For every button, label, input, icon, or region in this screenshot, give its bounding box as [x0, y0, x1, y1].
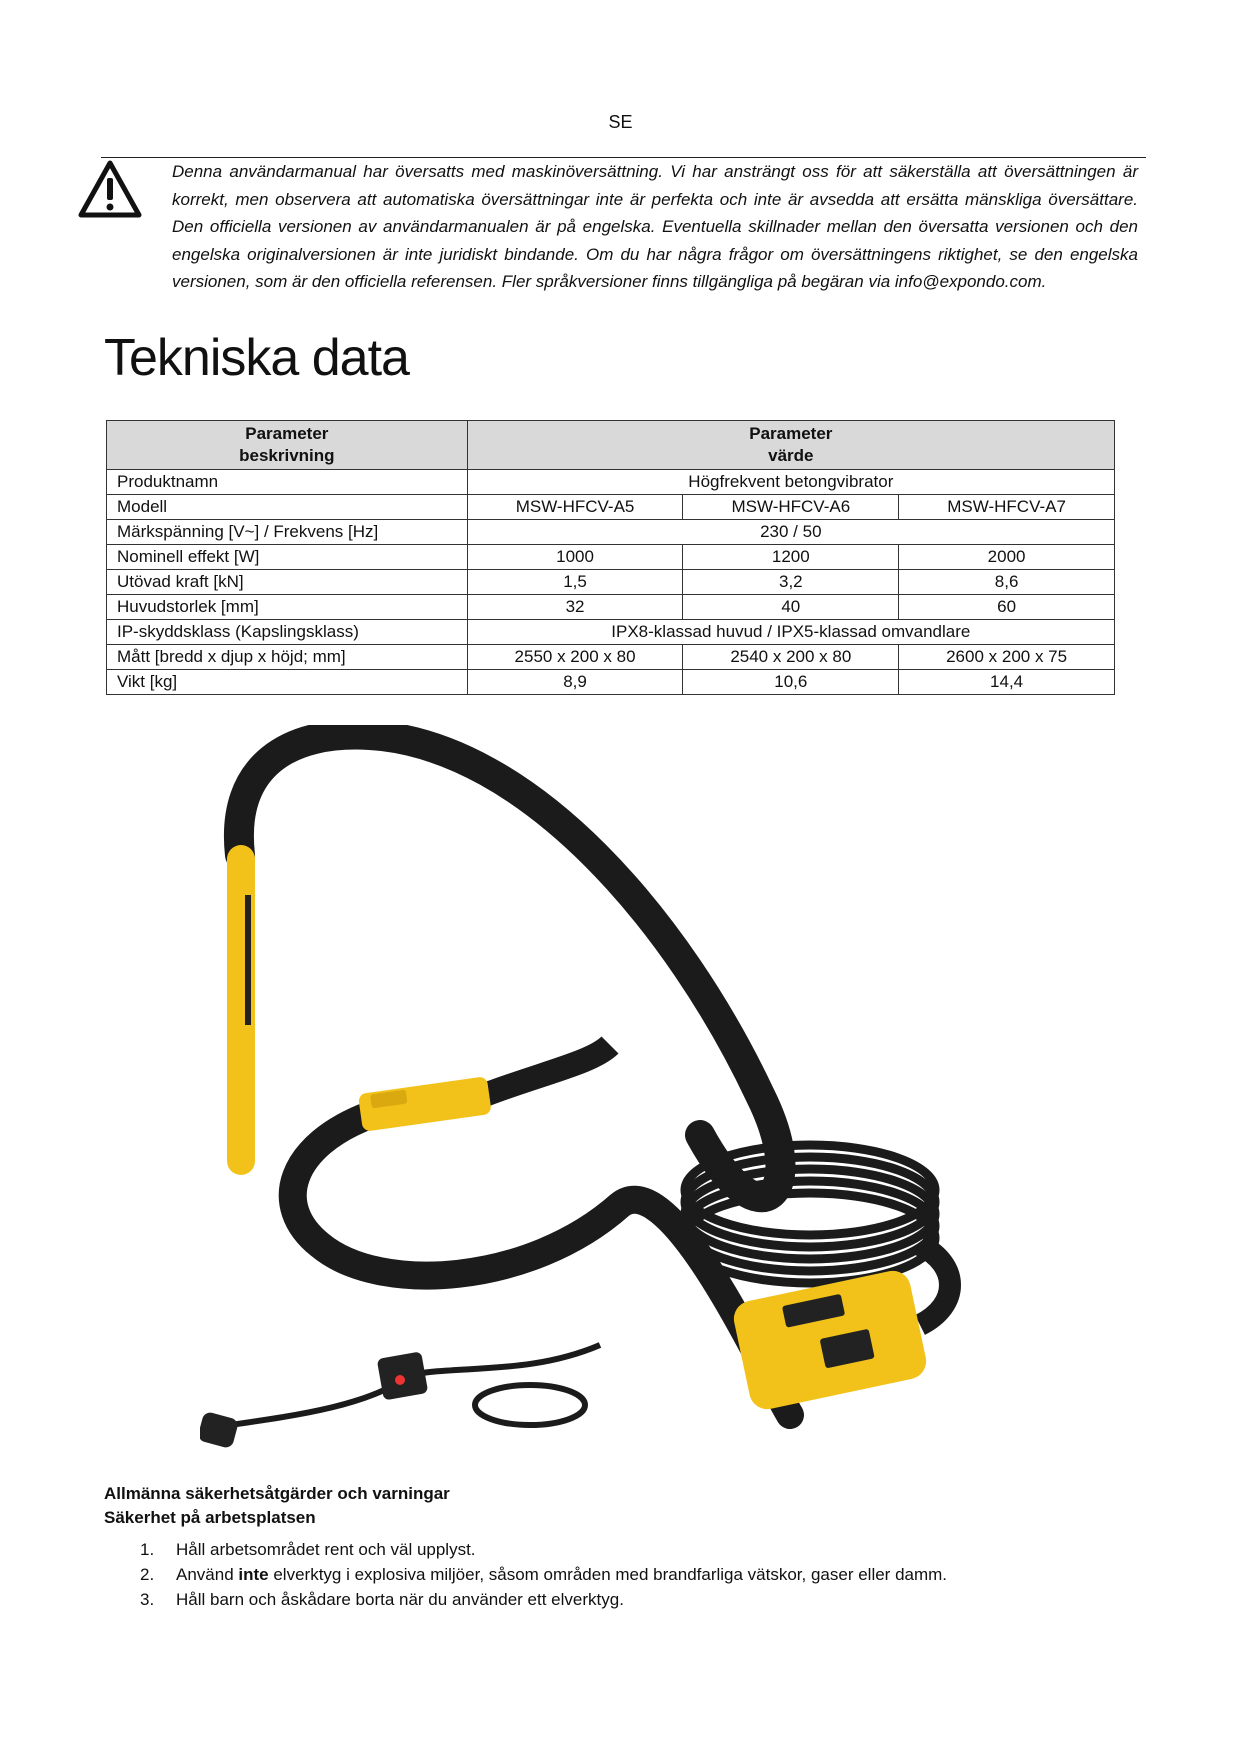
concrete-vibrator-product-image	[200, 725, 1100, 1485]
safety-heading: Allmänna säkerhetsåtgärder och varningar	[104, 1484, 450, 1503]
row-value-a5: 32	[467, 595, 683, 620]
table-row	[107, 620, 1115, 645]
table-row	[107, 520, 1115, 545]
table-row	[107, 545, 1115, 570]
row-label: Märkspänning [V~] / Frekvens [Hz]	[107, 520, 468, 545]
header-value: Parameter värde	[467, 421, 1114, 470]
notice-line: mellan den översatta versionen och den engelska originalversionen är inte juridiskt bindande. Om du har några frågor	[172, 217, 1139, 264]
notice-line: Denna användarmanual har översatts med maskinöversättning. Vi har ansträngt oss för att säkerställa att	[172, 162, 997, 181]
list-item: 2. Använd inte elverktyg i explosiva miljöer, såsom områden med brandfarliga vätskor, gaser eller damm.	[140, 1565, 948, 1584]
plug	[200, 1411, 239, 1449]
list-item: 3. Håll barn och åskådare borta när du använder ett elverktyg.	[140, 1590, 624, 1609]
table-row	[107, 470, 1115, 495]
row-label: Utövad kraft [kN]	[107, 570, 468, 595]
coiled-cable	[685, 1145, 935, 1283]
table-row	[107, 645, 1115, 670]
row-label: Mått [bredd x djup x höjd; mm]	[107, 645, 468, 670]
table-row	[107, 495, 1115, 520]
language-code: SE	[608, 112, 633, 132]
row-value-a6: 40	[683, 595, 899, 620]
row-label: IP-skyddsklass (Kapslingsklass)	[107, 620, 468, 645]
row-value-a7: 60	[899, 595, 1115, 620]
notice-line: om översättningens riktighet, se den engelska versionen, som är den officiella referensen. Fler språkversioner finns	[172, 244, 1138, 292]
row-value-a7: 2600 x 200 x 75	[899, 645, 1115, 670]
page-title: Tekniska data	[104, 329, 409, 387]
row-value-a7: MSW-HFCV-A7	[899, 495, 1115, 520]
row-value-a6: 10,6	[683, 670, 899, 695]
row-value-a6: 1200	[683, 545, 899, 570]
row-label: Huvudstorlek [mm]	[107, 595, 468, 620]
row-value-a6: 3,2	[683, 570, 899, 595]
row-label: Produktnamn	[107, 470, 468, 495]
warning-triangle-icon	[78, 160, 142, 218]
row-value-a5: 1000	[467, 545, 683, 570]
row-label: Modell	[107, 495, 468, 520]
row-value-a5: MSW-HFCV-A5	[467, 495, 683, 520]
notice-line: tillgängliga på begäran via info@expondo.com.	[692, 272, 1047, 292]
header-parameter: Parameter beskrivning	[107, 421, 468, 470]
notice-line: översättningen är korrekt, men observera att automatiska översättningar inte är perfekta och inte är avsedda att	[172, 162, 1138, 209]
translation-notice	[172, 158, 1138, 296]
table-header-row	[107, 421, 1115, 470]
safety-list	[140, 1537, 947, 1612]
row-value: 230 / 50	[467, 520, 1114, 545]
table-row	[107, 570, 1115, 595]
spec-table	[106, 420, 1115, 695]
row-value-a5: 2550 x 200 x 80	[467, 645, 683, 670]
table-row	[107, 595, 1115, 620]
row-value-a7: 14,4	[899, 670, 1115, 695]
row-value-a7: 8,6	[899, 570, 1115, 595]
safety-subheading: Säkerhet på arbetsplatsen	[104, 1508, 316, 1527]
row-value-a7: 2000	[899, 545, 1115, 570]
row-label: Nominell effekt [W]	[107, 545, 468, 570]
row-value-a5: 8,9	[467, 670, 683, 695]
list-item: 1. Håll arbetsområdet rent och väl upplyst.	[140, 1540, 476, 1559]
row-value: Högfrekvent betongvibrator	[467, 470, 1114, 495]
row-value: IPX8-klassad huvud / IPX5-klassad omvandlare	[467, 620, 1114, 645]
row-label: Vikt [kg]	[107, 670, 468, 695]
notice-line: ersätta mänskliga översättare. Den officiella versionen av användarmanualen är på engelska. Eventuella skillnader	[172, 189, 1139, 237]
row-value-a6: 2540 x 200 x 80	[683, 645, 899, 670]
table-row	[107, 670, 1115, 695]
row-value-a5: 1,5	[467, 570, 683, 595]
row-value-a6: MSW-HFCV-A6	[683, 495, 899, 520]
